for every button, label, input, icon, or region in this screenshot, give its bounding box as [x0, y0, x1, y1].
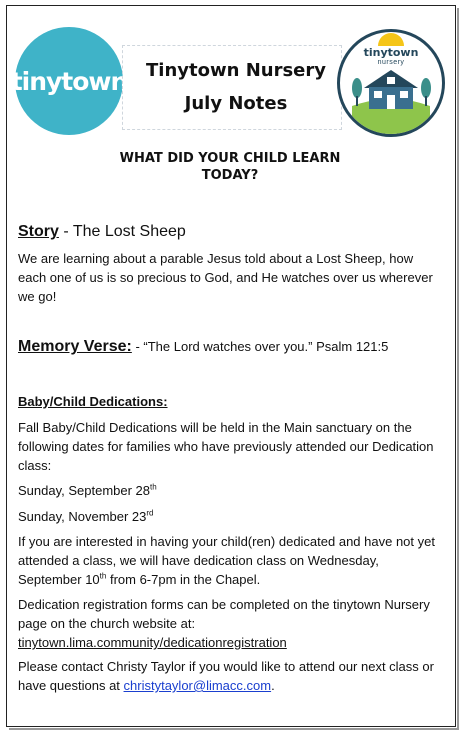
date-2-text: Sunday, November 23 [18, 509, 147, 524]
class-info-time: from 6-7pm in the Chapel. [106, 572, 261, 587]
story-label: Story [18, 223, 59, 240]
date-1-text: Sunday, September 28 [18, 483, 151, 498]
tinytown-logo-left [10, 27, 128, 135]
dedication-date-2 [18, 507, 438, 526]
date-2-suffix: rd [146, 508, 154, 518]
memory-verse-label: Memory Verse: [18, 338, 132, 355]
date-1-suffix: th [150, 482, 157, 492]
learn-heading-line1: WHAT DID YOUR CHILD LEARN [119, 151, 341, 166]
class-info-text: If you are interested in having your child(ren) dedicated and have not yet attended a class, we will have dedication class on Wednesday, September 10 [18, 534, 435, 587]
contact-info [18, 657, 438, 695]
contact-text: Please contact Christy Taylor if you would like to attend our next class or have questions at [18, 659, 434, 693]
registration-url[interactable]: tinytown.lima.community/dedicationregistration [18, 635, 287, 650]
class-date-suffix: th [99, 571, 107, 581]
logo-left-text: tinytown [10, 66, 128, 96]
dedication-class-info [18, 532, 438, 589]
title-box [122, 45, 342, 130]
learn-heading-line2: TODAY? [201, 168, 259, 183]
dedications-heading: Baby/Child Dedications: [18, 394, 168, 409]
dedications-intro: Fall Baby/Child Dedications will be held in the Main sanctuary on the following dates for families who have previously attended our Dedication class: [18, 420, 434, 473]
learn-heading [60, 150, 400, 184]
newsletter-subtitle: July Notes [184, 93, 288, 114]
contact-end: . [271, 678, 275, 693]
story-heading [18, 223, 186, 241]
registration-forms-info [18, 595, 438, 652]
story-text: We are learning about a parable Jesus told about a Lost Sheep, how each one of us is so precious to God, and He watches over us wherever we go! [18, 251, 433, 304]
logo-right-sub: nursery [377, 59, 405, 66]
contact-email-link[interactable]: christytaylor@limacc.com [123, 678, 272, 693]
dedication-date-1 [18, 481, 438, 500]
memory-verse [18, 338, 448, 356]
newsletter-title: Tinytown Nursery [146, 60, 326, 81]
memory-verse-text: - “The Lord watches over you.” Psalm 121:5 [131, 339, 389, 354]
forms-text: Dedication registration forms can be completed on the tinytown Nursery page on the church website at: [18, 597, 430, 631]
story-title: - The Lost Sheep [58, 223, 186, 240]
logo-right-brand: tinytown [363, 46, 419, 59]
tinytown-nursery-logo [337, 29, 445, 137]
